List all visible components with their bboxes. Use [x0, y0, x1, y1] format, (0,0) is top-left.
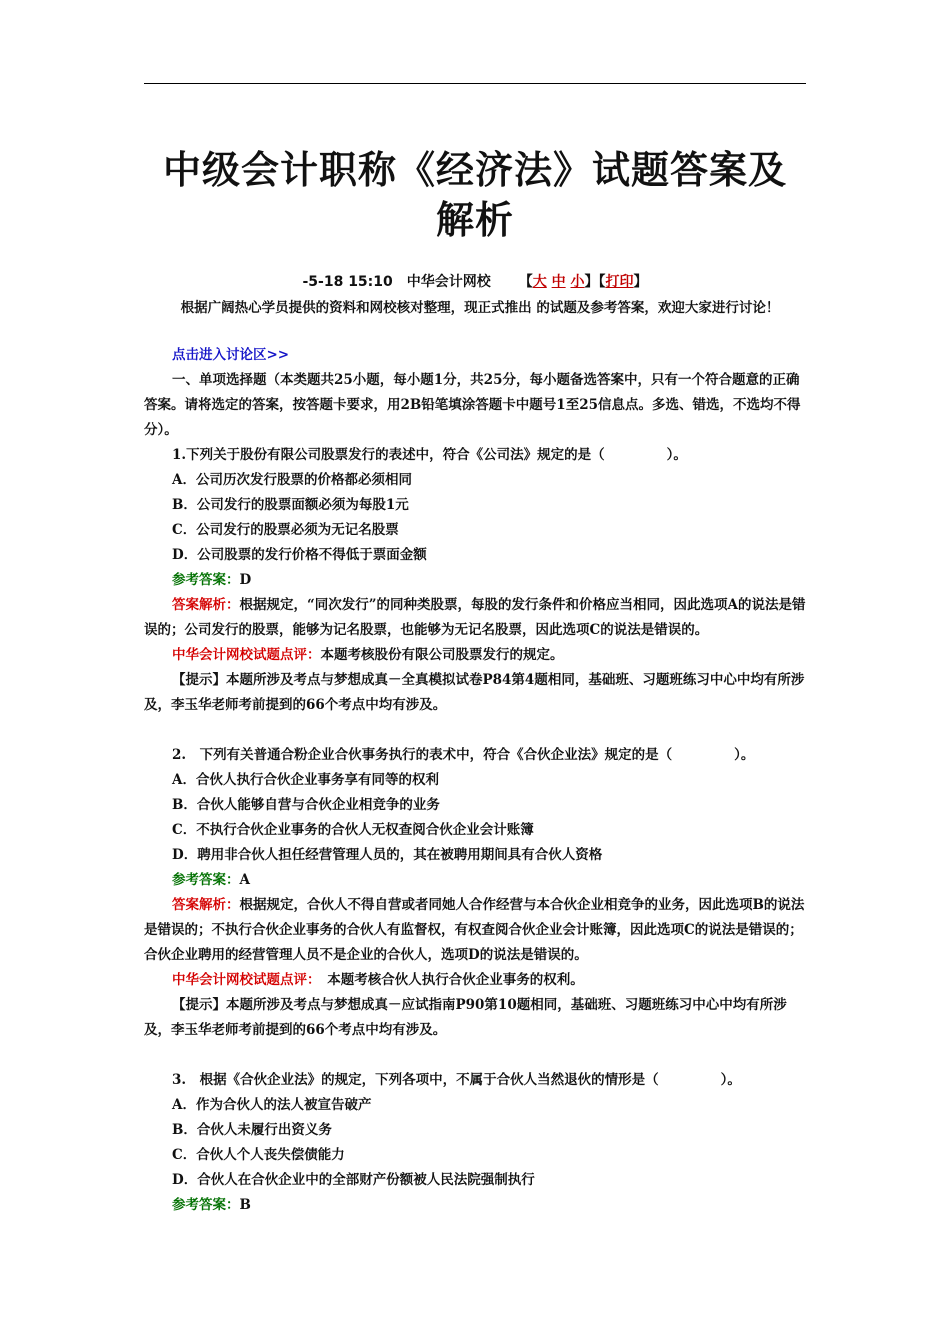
print-link[interactable]: 打印: [605, 274, 634, 290]
article-meta: [144, 271, 806, 291]
question-stem-text: 3. 根据《合伙企业法》的规定，下列各项中，不属于合伙人当然退伙的情形是（: [172, 1072, 659, 1088]
option-b: B．合伙人能够自营与合伙企业相竞争的业务: [172, 797, 440, 813]
option-d: D．公司股票的发行价格不得低于票面金额: [172, 547, 427, 563]
question-stem: [144, 743, 806, 768]
header-rule: [144, 83, 806, 84]
question-stem-end: ）。: [666, 447, 687, 463]
bracket: 】: [633, 274, 648, 290]
answer-label: 参考答案：: [172, 872, 240, 888]
question-stem-end: ）。: [720, 1072, 741, 1088]
option-a: A．作为合伙人的法人被宣告破产: [172, 1097, 372, 1113]
comment-line: [144, 968, 806, 993]
answer-line: [144, 568, 806, 593]
option-a: A．合伙人执行合伙企业事务享有同等的权利: [172, 772, 439, 788]
tip-text: 【提示】本题所涉及考点与梦想成真－全真模拟试卷P84第4题相同，基础班、习题班练习中心中均有所涉及，李玉华老师考前提到的66个考点中均有涉及。: [144, 672, 805, 713]
tip-text: 【提示】本题所涉及考点与梦想成真－应试指南P90第10题相同，基础班、习题班练习中心中均有所涉及，李玉华老师考前提到的66个考点中均有涉及。: [144, 997, 787, 1038]
comment-text: 本题考核股份有限公司股票发行的规定。: [320, 647, 564, 663]
answer-value: A: [239, 872, 250, 888]
analysis-label: 答案解析：: [172, 597, 240, 613]
option-c: C．合伙人个人丧失偿债能力: [172, 1147, 345, 1163]
comment-line: [144, 643, 806, 668]
option-d: D．合伙人在合伙企业中的全部财产份额被人民法院强制执行: [172, 1172, 535, 1188]
option-b: B．合伙人未履行出资义务: [172, 1122, 332, 1138]
intro-text: 根据广阔热心学员提供的资料和网校核对整理，现正式推出 的试题及参考答案，欢迎大家进行讨论！: [180, 300, 780, 316]
page-title: 中级会计职称《经济法》试题答案及解析: [162, 147, 787, 242]
answer-line: [144, 1193, 806, 1218]
analysis-line: [144, 593, 806, 643]
font-size-large-link[interactable]: 大: [532, 274, 547, 290]
bracket: 】: [584, 274, 599, 290]
answer-value: B: [239, 1197, 251, 1213]
font-size-medium-link[interactable]: 中: [551, 274, 566, 290]
section-heading: 一、单项选择题（本类题共25小题，每小题1分，共25分，每小题备选答案中，只有一个符合题意的正确答案。请将选定的答案，按答题卡要求，用2B铅笔填涂答题卡中题号1至25信息点。多选、错选，不选均不得分）。: [144, 372, 801, 438]
bracket: 【: [598, 274, 606, 290]
question-stem: [144, 1068, 806, 1093]
question-1: [144, 443, 806, 718]
question-stem-end: ）。: [734, 747, 755, 763]
bracket: 【: [518, 274, 533, 290]
analysis-label: 答案解析：: [172, 897, 240, 913]
comment-label: 中华会计网校试题点评：: [172, 972, 314, 988]
discussion-link[interactable]: 点击进入讨论区>>: [172, 347, 290, 363]
analysis-line: [144, 893, 806, 968]
question-3: [144, 1068, 806, 1218]
analysis-text: 根据规定，“同次发行”的同种类股票，每股的发行条件和价格应当相同，因此选项A的说法是错误的；公司发行的股票，能够为记名股票，也能够为无记名股票，因此选项C的说法是错误的。: [144, 597, 806, 638]
answer-line: [144, 868, 806, 893]
article-body: [144, 343, 806, 1218]
option-b: B．公司发行的股票面额必须为每股1元: [172, 497, 409, 513]
question-stem-text: 1.下列关于股份有限公司股票发行的表述中，符合《公司法》规定的是（: [172, 447, 605, 463]
question-2: [144, 743, 806, 1043]
question-stem-text: 2. 下列有关普通合粉企业合伙事务执行的表术中，符合《合伙企业法》规定的是（: [172, 747, 673, 763]
analysis-text: 根据规定，合伙人不得自营或者同她人合作经营与本合伙企业相竞争的业务，因此选项B的说法是错误的；不执行合伙企业事务的合伙人有监督权，有权查阅合伙企业会计账簿，因此选项C的说法是错误的；合伙企业聘用的经营管理人员不是企业的合伙人，选项D的说法是错误的。: [144, 897, 805, 963]
font-size-small-link[interactable]: 小: [570, 274, 585, 290]
option-c: C．公司发行的股票必须为无记名股票: [172, 522, 399, 538]
option-a: A．公司历次发行股票的价格都必须相同: [172, 472, 412, 488]
comment-text: 本题考核合伙人执行合伙企业事务的权利。: [313, 972, 584, 988]
answer-value: D: [239, 572, 252, 588]
source-name: 中华会计网校: [406, 274, 491, 290]
option-c: C．不执行合伙企业事务的合伙人无权查阅合伙企业会计账簿: [172, 822, 534, 838]
publish-datetime: -5-18 15:10: [302, 274, 393, 290]
comment-label: 中华会计网校试题点评：: [172, 647, 321, 663]
option-d: D．聘用非合伙人担任经营管理人员的，其在被聘用期间具有合伙人资格: [172, 847, 603, 863]
answer-label: 参考答案：: [172, 572, 240, 588]
answer-label: 参考答案：: [172, 1197, 240, 1213]
question-stem: [144, 443, 806, 468]
